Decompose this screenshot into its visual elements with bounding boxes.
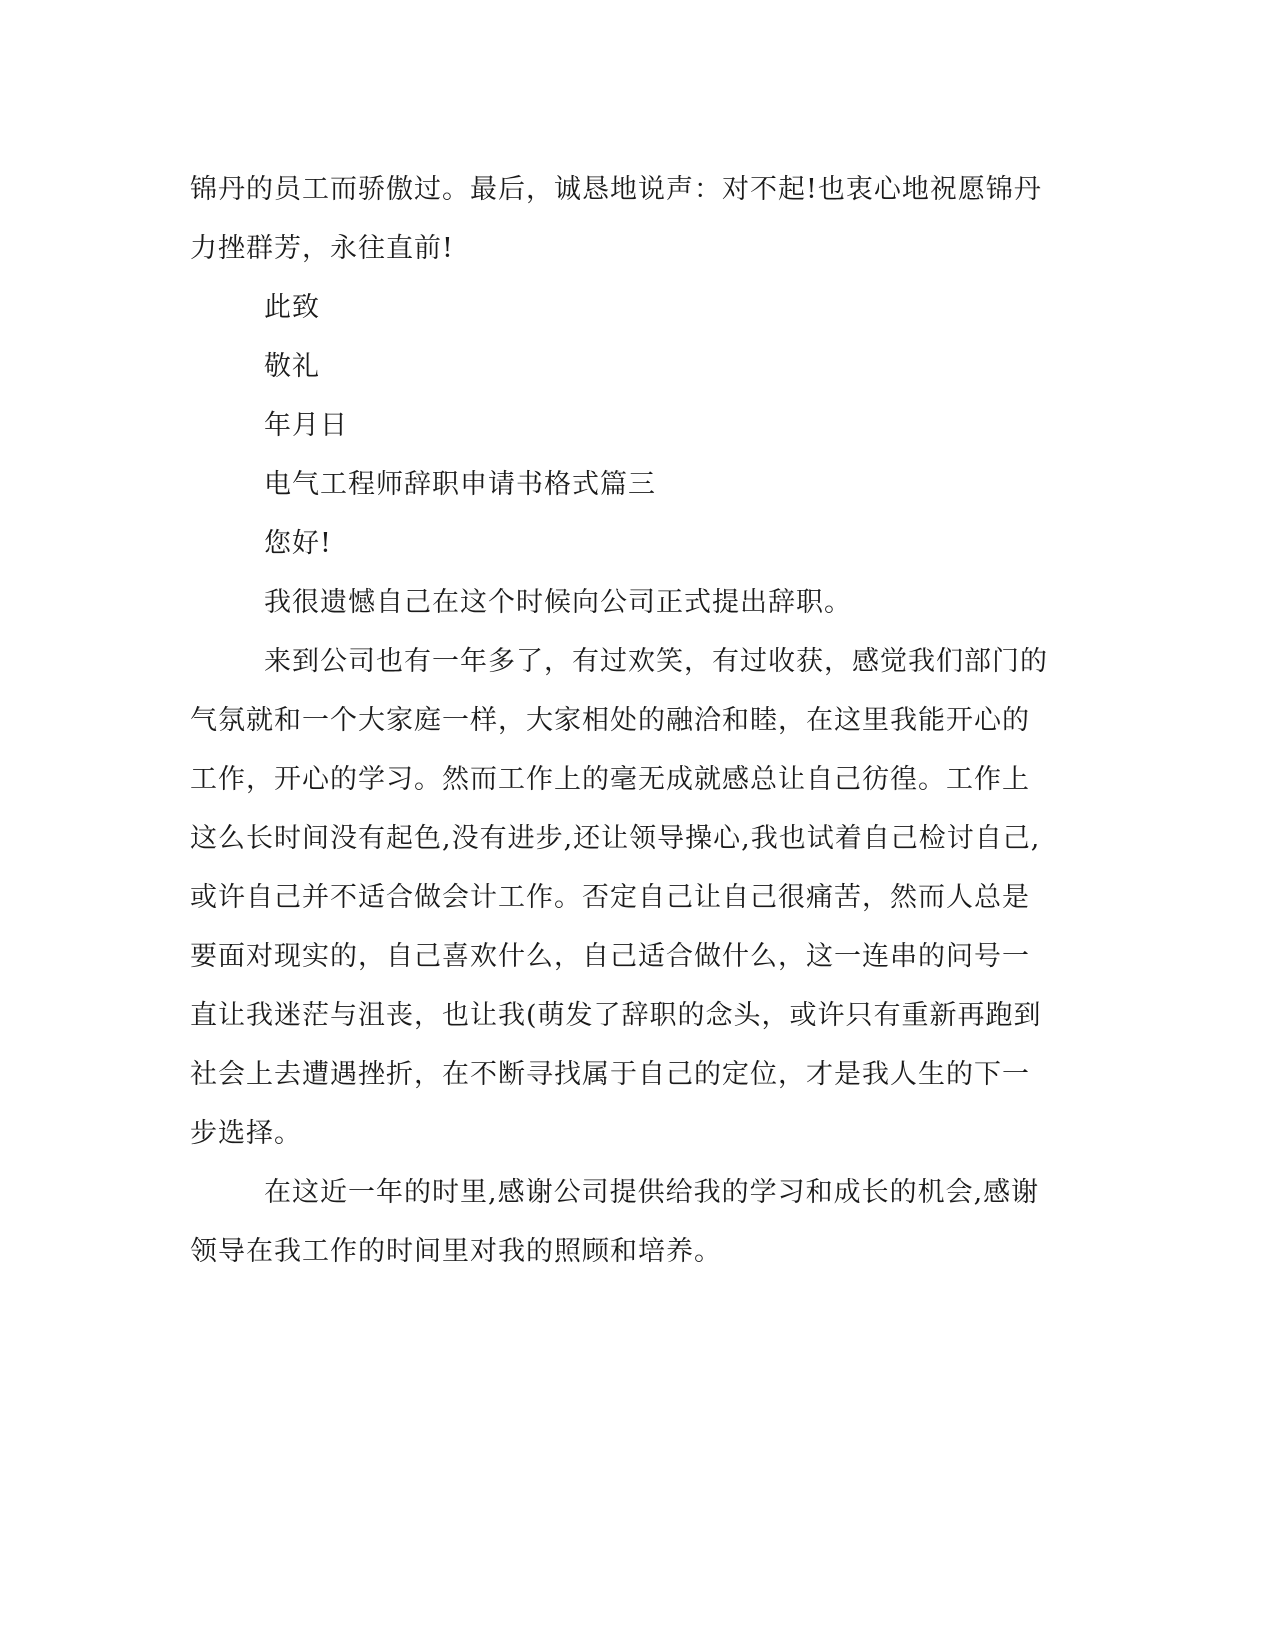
paragraph-line: 气氛就和一个大家庭一样，大家相处的融洽和睦，在这里我能开心的 xyxy=(190,705,1030,736)
greeting-line: 您好! xyxy=(264,528,332,559)
paragraph-line: 来到公司也有一年多了，有过欢笑，有过收获，感觉我们部门的 xyxy=(264,646,1048,677)
paragraph-line: 或许自己并不适合做会计工作。否定自己让自己很痛苦，然而人总是 xyxy=(190,882,1030,913)
paragraph-line: 锦丹的员工而骄傲过。最后，诚恳地说声：对不起!也衷心地祝愿锦丹 xyxy=(190,174,1042,205)
paragraph-line: 这么长时间没有起色,没有进步,还让领导操心,我也试着自己检讨自己, xyxy=(190,823,1041,854)
paragraph-line: 要面对现实的，自己喜欢什么，自己适合做什么，这一连串的问号一 xyxy=(190,941,1030,972)
paragraph-line: 直让我迷茫与沮丧，也让我(萌发了辞职的念头，或许只有重新再跑到 xyxy=(190,1000,1042,1031)
paragraph-line: 工作，开心的学习。然而工作上的毫无成就感总让自己彷徨。工作上 xyxy=(190,764,1030,795)
paragraph-line: 领导在我工作的时间里对我的照顾和培养。 xyxy=(190,1236,722,1267)
section-heading: 电气工程师辞职申请书格式篇三 xyxy=(264,469,656,500)
closing-line: 此致 xyxy=(264,292,320,323)
paragraph-line: 我很遗憾自己在这个时候向公司正式提出辞职。 xyxy=(264,587,852,618)
closing-line: 敬礼 xyxy=(264,351,320,382)
paragraph-line: 力挫群芳，永往直前! xyxy=(190,233,454,264)
date-line: 年月日 xyxy=(264,410,348,441)
paragraph-line: 社会上去遭遇挫折，在不断寻找属于自己的定位，才是我人生的下一 xyxy=(190,1059,1030,1090)
paragraph-line: 步选择。 xyxy=(190,1118,302,1149)
paragraph-line: 在这近一年的时里,感谢公司提供给我的学习和成长的机会,感谢 xyxy=(264,1177,1040,1208)
